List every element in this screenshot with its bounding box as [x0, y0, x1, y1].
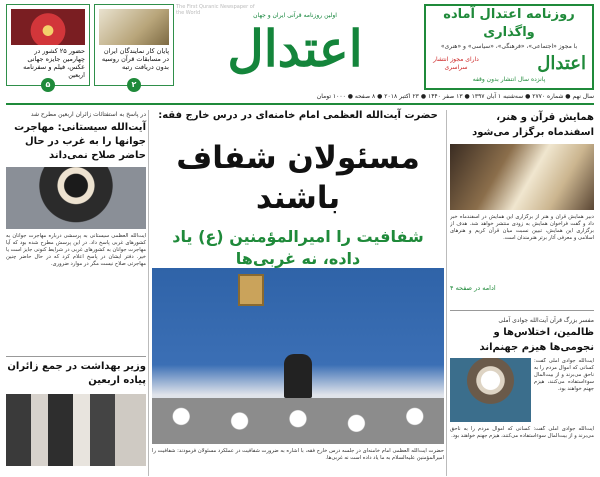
lead-headline: مسئولان شفاف باشند	[176, 140, 420, 216]
story-title: وزیر بهداشت در جمع زائران پیاده اربعین	[7, 361, 146, 386]
tagline: اولین روزنامه قرآنی ایران و جهان	[253, 12, 337, 19]
teaser-number: ۲	[127, 78, 141, 92]
teaser-card[interactable]	[94, 4, 174, 89]
lead-body: حضرت آیت‌الله العظمی امام خامنه‌ای در جلسه درس خارج فقه، با اشاره به ضرورت شفافیت در عملکرد مسئولان فرمودند: شفافیت را امیرالمؤمنین علیه‌السلام به ما یاد داده است نه غربی‌ها.	[152, 448, 444, 461]
ad-title: روزنامه اعتدال آماده واگذاری	[443, 7, 575, 40]
story-kicker: مفسر بزرگ قرآن آیت‌الله جوادی آملی	[498, 317, 594, 324]
story-title: ظالمین، اختلاس‌ها و نجومی‌ها هیزم جهنم‌اند	[479, 327, 594, 353]
audience	[152, 398, 444, 444]
teaser-card[interactable]	[6, 4, 90, 89]
ad-side-text: دارای مجوز انتشار سراسری	[433, 55, 479, 71]
divider	[450, 310, 594, 311]
lead-subhead: شفافیت را امیرالمؤمنین (ع) یاد داده، نه غربی‌ها	[172, 227, 424, 268]
story-javadi-amoli[interactable]	[450, 316, 594, 476]
teaser-image	[99, 9, 169, 45]
teaser-number: ۵	[41, 78, 55, 92]
story-title: آیت‌الله سیستانی: مهاجرت جوانها را به غرب در حال حاضر صلاح نمی‌داند	[14, 122, 146, 161]
story-body: آیت‌الله جوادی آملی گفت: کسانی که اموال مردم را به ناحق می‌برند و از بیت‌المال سوءاستفاده می‌کنند، هیزم جهنم خواهند بود.	[534, 358, 594, 392]
column-divider	[148, 110, 149, 476]
continue-link[interactable]: ادامه در صفحه ۴	[450, 284, 496, 292]
quran-photo	[450, 144, 594, 210]
masthead-rule	[6, 103, 594, 105]
lead-kicker: حضرت آیت‌الله العظمی امام خامنه‌ای در درس خارج فقه:	[158, 110, 438, 121]
speaker-figure	[284, 354, 312, 398]
masthead-logo-block	[176, 4, 414, 92]
teaser-image	[11, 9, 85, 45]
ad-logo: اعتدال	[537, 53, 586, 74]
story-health-minister[interactable]	[6, 360, 146, 476]
story-kicker: در پاسخ به استفتائات زائران اربعین مطرح شد	[30, 111, 146, 118]
story-title: همایش قرآن و هنر، اسفندماه برگزار می‌شود	[472, 112, 594, 138]
ad-footer: پانزده سال انتشار بدون وقفه	[472, 76, 546, 83]
dateline: سال نهم ● شماره ۲۷۷۰ ● سه‌شنبه ۱ آبان ۱۳۹۷ ● ۱۳ صفر ۱۴۴۰ ● ۲۳ اکتبر ۲۰۱۸ ● ۸ صفحه ● ۱۰۰۰ تومان	[316, 93, 594, 100]
teaser-text: پایان کار نمایندگان ایران در مسابقات قرآن روسیه بدون دریافت رتبه	[101, 47, 169, 71]
story-body-continued: آیت‌الله جوادی آملی گفت: کسانی که اموال مردم را به ناحق می‌برند و از بیت‌المال سوءاستفاده می‌کنند، هیزم جهنم خواهند بود.	[450, 426, 594, 439]
ad-box[interactable]	[424, 4, 594, 90]
column-divider	[446, 110, 447, 476]
sistani-photo	[6, 167, 146, 229]
divider	[6, 356, 146, 357]
ad-subtitle: با مجوز «اجتماعی»، «فرهنگی»، «سیاسی» و «هنری»	[440, 43, 578, 50]
cleric-photo	[450, 358, 531, 422]
story-body: آیت‌الله العظمی سیستانی به پرسشی درباره مهاجرت جوانان به کشورهای غربی پاسخ داد. در این پرسش مطرح شده بود که آیا مهاجرت جوانان به کشورهای غربی در شرایط کنونی جایز است یا خیر. دفتر ایشان در پاسخ اعلام کرد که در حال حاضر چنین مهاجرتی صلاح نیست مگر در موارد ضروری.	[6, 233, 146, 267]
story-sistani[interactable]	[6, 110, 146, 354]
portrait-frame	[238, 274, 264, 306]
story-quran-art[interactable]	[450, 110, 594, 306]
tagline-en: The First Quranic Newspaper of the World	[176, 4, 255, 16]
teaser-text: حضور ۲۵ کشور در چهارمین جایزه جهانی عکس، فیلم و سفرنامه اربعین	[23, 47, 85, 79]
lead-photo	[152, 268, 444, 444]
newspaper-logo: اعتدال	[227, 19, 363, 78]
story-body: دبیر همایش قرآن و هنر از برگزاری این همایش در اسفندماه خبر داد و گفت فراخوان همایش به زودی منتشر خواهد شد. هدف از برگزاری این همایش، تبیین نسبت میان قرآن کریم و هنرهای اسلامی و معرفی آثار برتر هنرمندان است.	[450, 214, 594, 241]
minister-photo	[6, 394, 146, 466]
lead-story[interactable]	[152, 108, 444, 477]
